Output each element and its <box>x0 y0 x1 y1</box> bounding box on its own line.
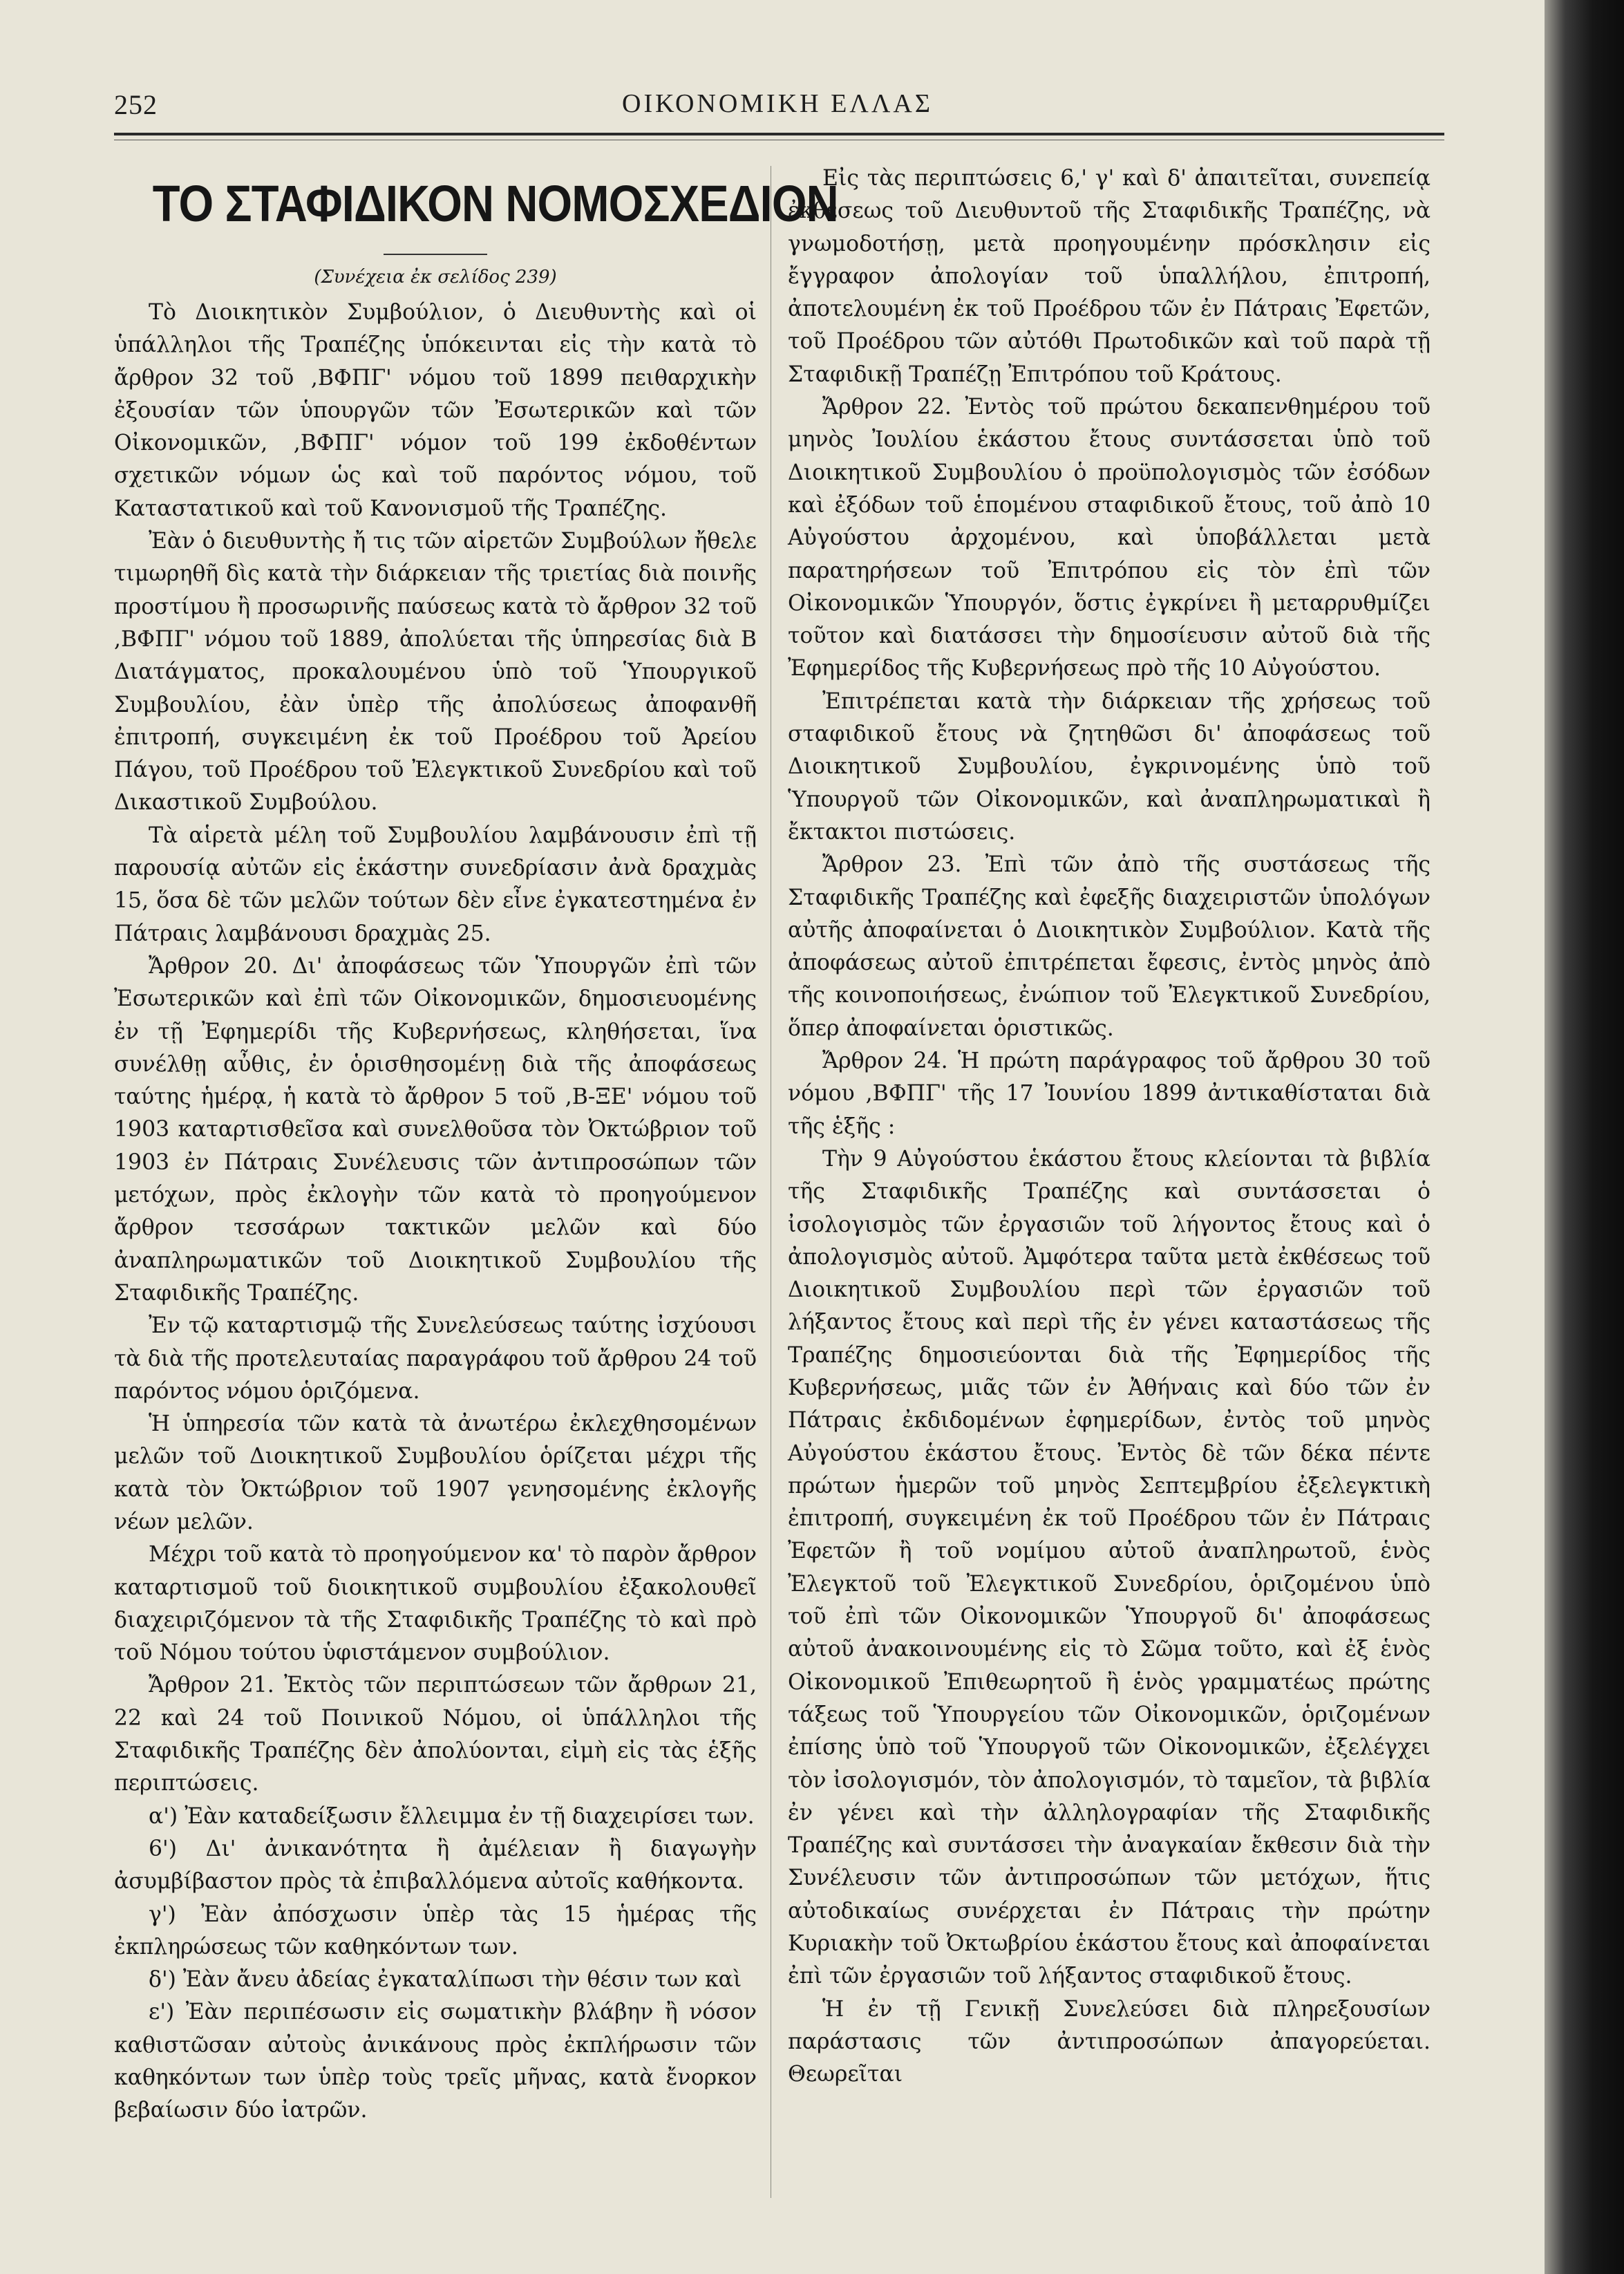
paragraph: Τὴν 9 Αὐγούστου ἑκάστου ἔτους κλείονται τὰ βιβλία τῆς Σταφιδικῆς Τραπέζης καὶ συντάσσεται ὁ ἰσολογισμὸς τῶν ἐργασιῶν τοῦ λήγοντος ἔτους καὶ ὁ ἀπολογισμὸς αὐτοῦ. Ἀμφότερα ταῦτα μετὰ ἐκθέσεως τοῦ Διοικητικοῦ Συμβουλίου περὶ τῶν ἐργασιῶν τοῦ λήξαντος ἔτους καὶ περὶ τῆς ἐν γένει καταστάσεως τῆς Τραπέζης δημοσιεύονται διὰ τῆς Ἐφημερίδος τῆς Κυβερνήσεως, μιᾶς τῶν ἐν Ἀθήναις καὶ δύο τῶν ἐν Πάτραις ἐκδιδομένων ἐφημερίδων, ἐντὸς τοῦ μηνὸς Αὐγούστου ἑκάστου ἔτους. Ἐντὸς δὲ τῶν δέκα πέντε πρώτων ἡμερῶν τοῦ μηνὸς Σεπτεμβρίου ἐξελεγκτικὴ ἐπιτροπή, συγκειμένη ἐκ τοῦ Προέδρου τῶν ἐν Πάτραις Ἐφετῶν ἢ τοῦ νομίμου αὐτοῦ ἀναπληρωτοῦ, ἑνὸς Ἐλεγκτοῦ τοῦ Ἐλεγκτικοῦ Συνεδρίου, ὁριζομένου ὑπὸ τοῦ ἐπὶ τῶν Οἰκονομικῶν Ὑπουργοῦ δι' ἀποφάσεως αὐτοῦ ἀνακοινουμένης εἰς τὸ Σῶμα τοῦτο, καὶ ἐξ ἑνὸς Οἰκονομικοῦ Ἐπιθεωρητοῦ ἢ ἑνὸς γραμματέως πρώτης τάξεως τοῦ Ὑπουργείου τῶν Οἰκονομικῶν, ὁριζομένων ἐπίσης ὑπὸ τοῦ Ὑπουργοῦ τῶν Οἰκονομικῶν, ἐξελέγχει τὸν ἰσολογισμόν, τὸν ἀπολογισμόν, τὸ ταμεῖον, τὰ βιβλία ἐν γένει καὶ τὴν ἀλληλογραφίαν τῆς Σταφιδικῆς Τραπέζης καὶ συντάσσει τὴν ἀναγκαίαν ἔκθεσιν διὰ τὴν Συνέλευσιν τῶν ἀντιπροσώπων τῶν μετόχων, ἥτις αὐτοδικαίως συνέρχεται ἐν Πάτραις τὴν πρώτην Κυριακὴν τοῦ Ὀκτωβρίου ἑκάστου ἔτους καὶ ἀποφαίνεται ἐπὶ τῶν ἐργασιῶν τοῦ λήξαντος σταφιδικοῦ ἔτους. <box>788 1146 1431 1989</box>
page-header <box>114 82 1441 130</box>
paragraph: Ἡ ὑπηρεσία τῶν κατὰ τὰ ἀνωτέρω ἐκλεχθησομένων μελῶν τοῦ Διοικητικοῦ Συμβουλίου ὁρίζεται μέχρι τῆς κατὰ τὸν Ὀκτώβριον τοῦ 1907 γενησομένης ἐκλογῆς νέων μελῶν. <box>114 1411 757 1534</box>
paragraph: Ἐπιτρέπεται κατὰ τὴν διάρκειαν τῆς χρήσεως τοῦ σταφιδικοῦ ἔτους νὰ ζητηθῶσι δι' ἀποφάσεως τοῦ Διοικητικοῦ Συμβουλίου, ἐγκρινομένης ὑπὸ τοῦ Ὑπουργοῦ τῶν Οἰκονομικῶν, καὶ ἀναπληρωματικαὶ ἢ ἔκτακτοι πιστώσεις. <box>788 688 1431 845</box>
paragraph: Τὰ αἱρετὰ μέλη τοῦ Συμβουλίου λαμβάνουσιν ἐπὶ τῇ παρουσίᾳ αὐτῶν εἰς ἑκάστην συνεδρίασιν ἀνὰ δραχμὰς 15, ὅσα δὲ τῶν μελῶν τούτων δὲν εἶνε ἐγκατεστημένα ἐν Πάτραις λαμβάνουσι δραχμὰς 25. <box>114 823 757 946</box>
right-column <box>788 162 1431 2092</box>
binding-edge <box>1545 0 1624 2274</box>
paragraph: Ἐὰν ὁ διευθυντὴς ἤ τις τῶν αἱρετῶν Συμβούλων ἤθελε τιμωρηθῆ δὶς κατὰ τὴν διάρκειαν τῆς τριετίας διὰ ποινῆς προστίμου ἢ προσωρινῆς παύσεως κατὰ τὸ ἄρθρον 32 τοῦ ,ΒΦΠΓ' νόμου τοῦ 1889, ἀπολύεται τῆς ὑπηρεσίας διὰ Β Διατάγματος, προκαλουμένου ὑπὸ τοῦ Ὑπουργικοῦ Συμβουλίου, ἐὰν ὑπὲρ τῆς ἀπολύσεως ἀποφανθῆ ἐπιτροπή, συγκειμένη ἐκ τοῦ Προέδρου τοῦ Ἀρείου Πάγου, τοῦ Προέδρου τοῦ Ἐλεγκτικοῦ Συνεδρίου καὶ τοῦ Δικαστικοῦ Συμβούλου. <box>114 529 757 816</box>
paragraph: Τὸ Διοικητικὸν Συμβούλιον, ὁ Διευθυντὴς καὶ οἱ ὑπάλληλοι τῆς Τραπέζης ὑπόκεινται εἰς τὴν κατὰ τὸ ἄρθρον 32 τοῦ ,ΒΦΠΓ' νόμου τοῦ 1899 πειθαρχικὴν ἐξουσίαν τῶν ὑπουργῶν τῶν Ἐσωτερικῶν καὶ τῶν Οἰκονομικῶν, ,ΒΦΠΓ' νόμον τοῦ 199 ἐκδοθέντων σχετικῶν νόμων ὡς καὶ τοῦ παρόντος νόμου, τοῦ Καταστατικοῦ καὶ τοῦ Κανονισμοῦ τῆς Τραπέζης. <box>114 300 757 521</box>
article-title: ΤΟ ΣΤΑΦΙΔΙΚΟΝ ΝΟΜΟΣΧΕΔΙΟΝ <box>152 175 838 232</box>
paragraph: Ἐν τῷ καταρτισμῷ τῆς Συνελεύσεως ταύτης ἰσχύουσι τὰ διὰ τῆς προτελευταίας παραγράφου τοῦ ἄρθρου 24 τοῦ παρόντος νόμου ὁριζόμενα. <box>114 1313 757 1404</box>
article-23: Ἄρθρον 23. Ἐπὶ τῶν ἀπὸ τῆς συστάσεως τῆς Σταφιδικῆς Τραπέζης καὶ ἐφεξῆς διαχειριστῶν ὑπολόγων αὐτῆς ἀποφαίνεται ὁ Διοικητικὸν Συμβούλιον. Κατὰ τῆς ἀποφάσεως αὐτοῦ ἐπιτρέπεται ἔφεσις, ἐντὸς μηνὸς ἀπὸ τῆς κοινοποιήσεως, ἐνώπιον τοῦ Ἐλεγκτικοῦ Συνεδρίου, ὅπερ ἀποφαίνεται ὁριστικῶς. <box>788 852 1431 1041</box>
title-rule <box>384 254 487 255</box>
list-item-a: α') Ἐὰν καταδείξωσιν ἔλλειμμα ἐν τῇ διαχειρίσει των. <box>149 1803 755 1829</box>
list-item-b: 6') Δι' ἀνικανότητα ἢ ἀμέλειαν ἢ διαγωγὴν ἀσυμβίβαστον πρὸς τὰ ἐπιβαλλόμενα αὐτοῖς καθήκοντα. <box>114 1836 757 1895</box>
continued-note: (Συνέχεια ἐκ σελίδος 239) <box>314 267 557 288</box>
article-22: Ἄρθρον 22. Ἐντὸς τοῦ πρώτου δεκαπενθημέρου τοῦ μηνὸς Ἰουλίου ἑκάστου ἔτους συντάσσεται ὑπὸ τοῦ Διοικητικοῦ Συμβουλίου ὁ προϋπολογισμὸς τῶν ἐσόδων καὶ ἐξόδων τοῦ ἑπομένου σταφιδικοῦ ἔτους, τοῦ ἀπὸ 10 Αὐγούστου ἀρχομένου, καὶ ὑποβάλλεται μετὰ παρατηρήσεων τοῦ Ἐπιτρόπου εἰς τὸν ἐπὶ τῶν Οἰκονομικῶν Ὑπουργόν, ὅστις ἐγκρίνει ἢ μεταρρυθμίζει τοῦτον καὶ διατάσσει τὴν δημοσίευσιν αὐτοῦ διὰ τῆς Ἐφημερίδος τῆς Κυβερνήσεως πρὸ τῆς 10 Αὐγούστου. <box>788 395 1431 682</box>
header-rule <box>114 133 1444 135</box>
page-number: 252 <box>114 89 158 120</box>
left-column <box>114 162 838 2127</box>
paragraph: Μέχρι τοῦ κατὰ τὸ προηγούμενον κα' τὸ παρὸν ἄρθρον καταρτισμοῦ τοῦ διοικητικοῦ συμβουλίου ἐξακολουθεῖ διαχειριζόμενον τὰ τῆς Σταφιδικῆς Τραπέζης τὸ καὶ πρὸ τοῦ Νόμου τούτου ὑφιστάμενον συμβούλιον. <box>114 1542 757 1666</box>
list-item-e: ε') Ἐὰν περιπέσωσιν εἰς σωματικὴν βλάβην ἢ νόσον καθιστῶσαν αὐτοὺς ἀνικάνους πρὸς ἐκπλήρωσιν τῶν καθηκόντων των ὑπὲρ τοὺς τρεῖς μῆνας, κατὰ ἔνορκον βεβαίωσιν δύο ἰατρῶν. <box>114 2000 757 2123</box>
article-21: Ἄρθρον 21. Ἐκτὸς τῶν περιπτώσεων τῶν ἄρθρων 21, 22 καὶ 24 τοῦ Ποινικοῦ Νόμου, οἱ ὑπάλληλοι τῆς Σταφιδικῆς Τραπέζης δὲν ἀπολύονται, εἰμὴ εἰς τὰς ἑξῆς περιπτώσεις. <box>114 1673 757 1796</box>
running-title: ΟΙΚΟΝΟΜΙΚΗ ΕΛΛΑΣ <box>622 89 933 118</box>
paragraph: Εἰς τὰς περιπτώσεις 6,' γ' καὶ δ' ἀπαιτεῖται, συνεπείᾳ ἐκθέσεως τοῦ Διευθυντοῦ τῆς Σταφιδικῆς Τραπέζης, νὰ γνωμοδοτήσῃ, μετὰ προηγουμένην πρόσκλησιν εἰς ἔγγραφον ἀπολογίαν τοῦ ὑπαλλήλου, ἐπιτροπή, ἀποτελουμένη ἐκ τοῦ Προέδρου τῶν ἐν Πάτραις Ἐφετῶν, τοῦ Προέδρου τῶν αὐτόθι Πρωτοδικῶν καὶ τοῦ παρὰ τῇ Σταφιδικῇ Τραπέζῃ Ἐπιτρόπου τοῦ Κράτους. <box>788 166 1431 387</box>
paragraph: Ἡ ἐν τῇ Γενικῇ Συνελεύσει διὰ πληρεξουσίων παράστασις τῶν ἀντιπροσώπων ἀπαγορεύεται. Θεωρεῖται <box>788 1996 1431 2087</box>
list-item-c: γ') Ἐὰν ἀπόσχωσιν ὑπὲρ τὰς 15 ἡμέρας τῆς ἐκπληρώσεως τῶν καθηκόντων των. <box>114 1901 757 1960</box>
article-24: Ἄρθρον 24. Ἡ πρώτη παράγραφος τοῦ ἄρθρου 30 τοῦ νόμου ,ΒΦΠΓ' τῆς 17 Ἰουνίου 1899 ἀντικαθίσταται διὰ τῆς ἑξῆς : <box>788 1049 1431 1139</box>
article-20: Ἄρθρον 20. Δι' ἀποφάσεως τῶν Ὑπουργῶν ἐπὶ τῶν Ἐσωτερικῶν καὶ ἐπὶ τῶν Οἰκονομικῶν, δημοσιευομένης ἐν τῇ Ἐφημερίδι τῆς Κυβερνήσεως, κληθήσεται, ἵνα συνέλθῃ αὖθις, ἐν ὁρισθησομένῃ διὰ τῆς ἀποφάσεως ταύτης ἡμέρᾳ, ἡ κατὰ τὸ ἄρθρον 5 τοῦ ,Β-ΞΕ' νόμου τοῦ 1903 καταρτισθεῖσα καὶ συνελθοῦσα τὸν Ὀκτώβριον τοῦ 1903 ἐν Πάτραις Συνέλευσις τῶν ἀντιπροσώπων τῶν μετόχων, πρὸς ἐκλογὴν τῶν κατὰ τὸ προηγούμενον ἄρθρον τεσσάρων τακτικῶν μελῶν καὶ δύο ἀναπληρωματικῶν τοῦ Διοικητικοῦ Συμβουλίου τῆς Σταφιδικῆς Τραπέζης. <box>114 953 757 1306</box>
list-item-d: δ') Ἐὰν ἄνευ ἀδείας ἐγκαταλίπωσι τὴν θέσιν των καὶ <box>149 1967 742 1993</box>
